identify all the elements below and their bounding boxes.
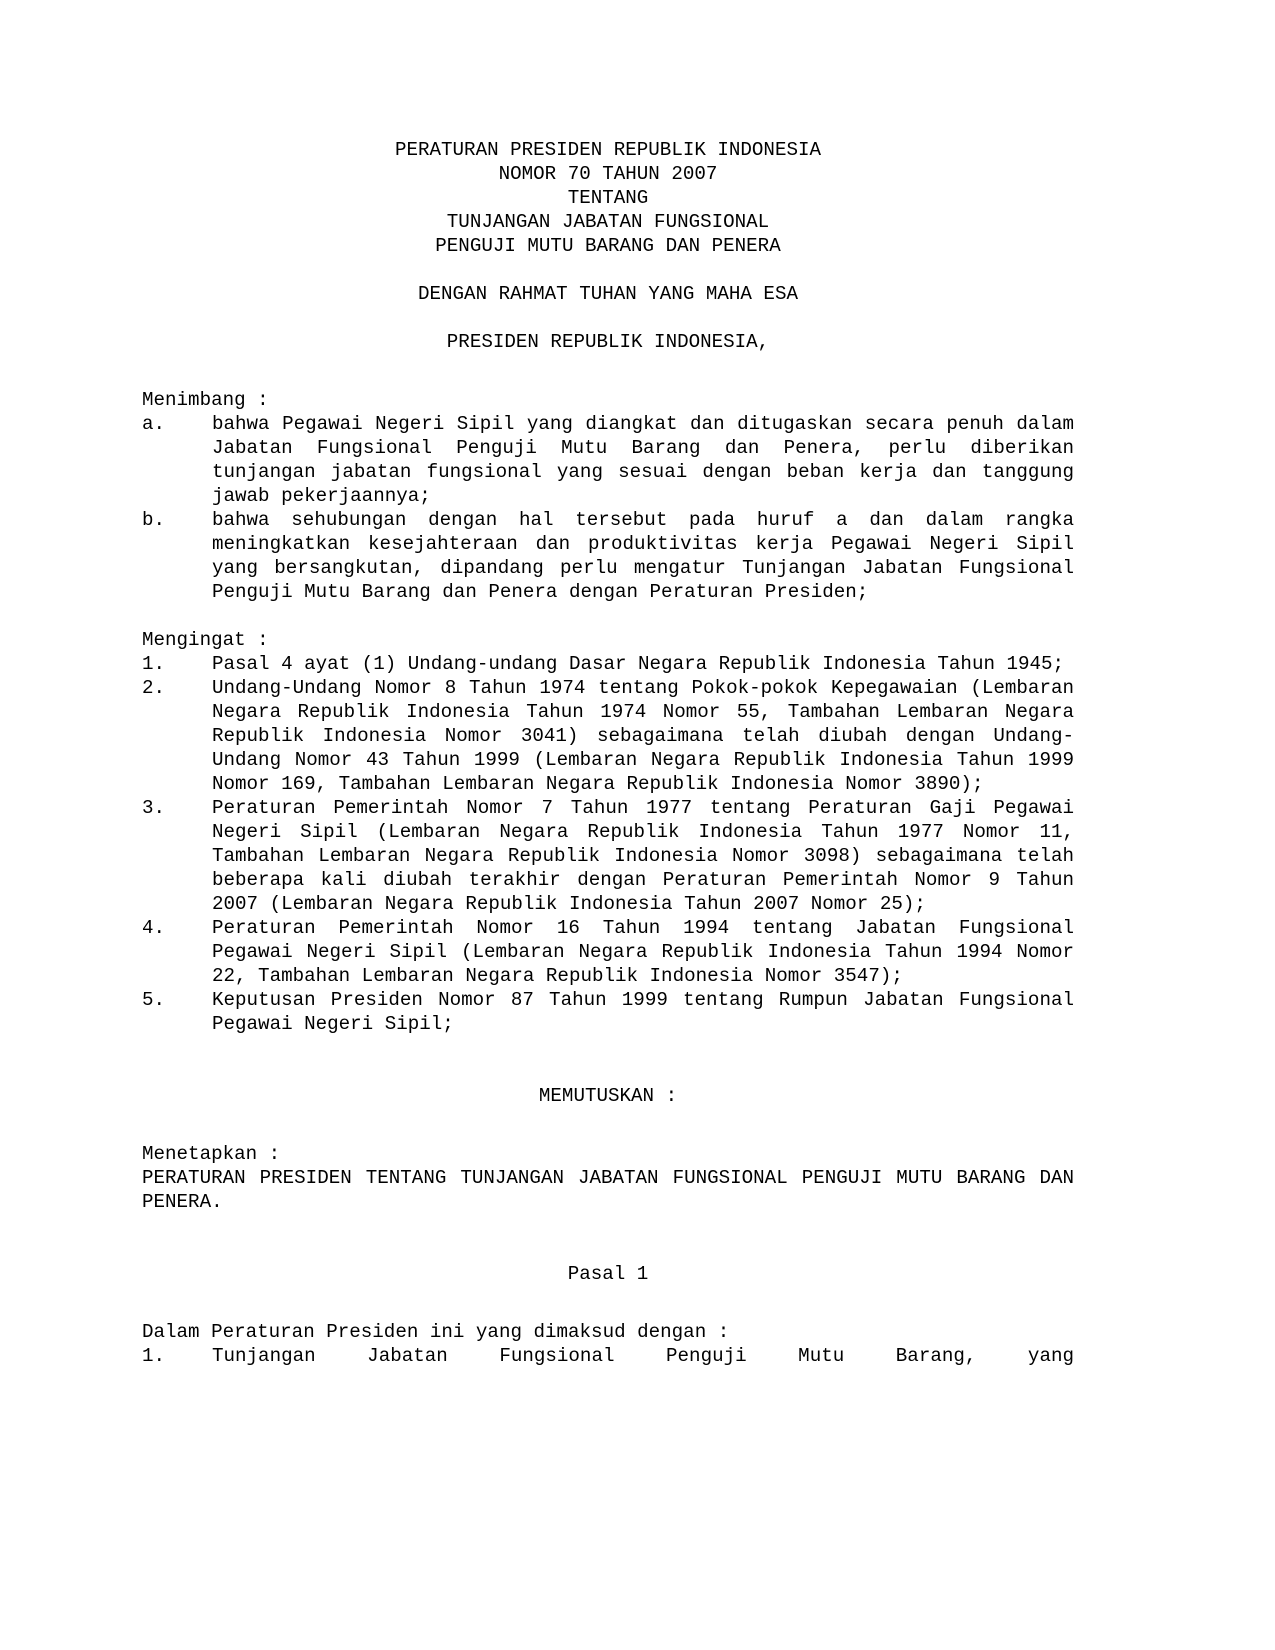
- list-item-text: Keputusan Presiden Nomor 87 Tahun 1999 tentang Rumpun Jabatan Fungsional Pegawai Negeri Sipil;: [212, 989, 1074, 1035]
- list-item-text: bahwa sehubungan dengan hal tersebut pada huruf a dan dalam rangka meningkatkan kesejahteraan dan produktivitas kerja Pegawai Negeri Sipil yang bersangkutan, dipandang perlu mengatur Tunjangan Jabatan Fungsional Penguji Mutu Barang dan Penera dengan Peraturan Presiden;: [212, 509, 1074, 603]
- list-item: [142, 508, 1074, 604]
- list-item-text: Peraturan Pemerintah Nomor 7 Tahun 1977 tentang Peraturan Gaji Pegawai Negeri Sipil (Lembaran Negara Republik Indonesia Tahun 1977 Nomor 11, Tambahan Lembaran Negara Republik Indonesia Nomor 3098) sebagaimana telah beberapa kali diubah terakhir dengan Peraturan Pemerintah Nomor 9 Tahun 2007 (Lembaran Negara Republik Indonesia Tahun 2007 Nomor 25);: [212, 797, 1074, 915]
- title-line-1: PERATURAN PRESIDEN REPUBLIK INDONESIA: [394, 139, 822, 161]
- spacer-before-recalling: [142, 604, 1074, 628]
- list-marker: 2.: [142, 677, 166, 699]
- considering-label: Menimbang :: [142, 389, 269, 411]
- stipulating-label: Menetapkan :: [142, 1143, 281, 1165]
- considering-list: [142, 412, 1074, 604]
- list-item-text: Undang-Undang Nomor 8 Tahun 1974 tentang Pokok-pokok Kepegawaian (Lembaran Negara Republik Indonesia Tahun 1974 Nomor 55, Tambahan Lembaran Negara Republik Indonesia Nomor 3041) sebagaimana telah diubah dengan Undang-Undang Nomor 43 Tahun 1999 (Lembaran Negara Republik Indonesia Tahun 1999 Nomor 169, Tambahan Lembaran Negara Republik Indonesia Nomor 3890);: [212, 677, 1074, 795]
- list-item: [142, 412, 1074, 508]
- list-item: [142, 1344, 1074, 1368]
- list-marker: 5.: [142, 989, 166, 1011]
- list-item: [142, 652, 1074, 676]
- stipulating-text: PERATURAN PRESIDEN TENTANG TUNJANGAN JABATAN FUNGSIONAL PENGUJI MUTU BARANG DAN PENERA.: [142, 1167, 1074, 1213]
- spacer-before-considering: [142, 354, 1074, 388]
- recalling-label: Mengingat :: [142, 629, 269, 651]
- list-item-text: Tunjangan Jabatan Fungsional Penguji Mutu Barang, yang: [212, 1345, 1074, 1367]
- list-marker: 3.: [142, 797, 166, 819]
- list-item: [142, 988, 1074, 1036]
- list-item: [142, 796, 1074, 916]
- list-marker: b.: [142, 509, 166, 531]
- spacer-after-blessing: [142, 306, 1074, 330]
- list-item-text: Pasal 4 ayat (1) Undang-undang Dasar Negara Republik Indonesia Tahun 1945;: [212, 653, 1065, 675]
- spacer-before-decides: [142, 1036, 1074, 1084]
- article-list: [142, 1344, 1074, 1368]
- decides-heading: MEMUTUSKAN :: [538, 1085, 678, 1107]
- title-line-4: TUNJANGAN JABATAN FUNGSIONAL: [446, 211, 770, 233]
- list-item: [142, 916, 1074, 988]
- article-heading: Pasal 1: [567, 1263, 649, 1285]
- spacer-before-article: [142, 1214, 1074, 1262]
- list-item: [142, 676, 1074, 796]
- authority-line: PRESIDEN REPUBLIK INDONESIA,: [446, 331, 770, 353]
- spacer-after-article-heading: [142, 1286, 1074, 1320]
- document-content: [142, 138, 1074, 1368]
- list-marker: 1.: [142, 653, 166, 675]
- recalling-list: [142, 652, 1074, 1036]
- blessing-line: DENGAN RAHMAT TUHAN YANG MAHA ESA: [418, 283, 798, 305]
- list-marker: 1.: [142, 1345, 166, 1367]
- list-marker: a.: [142, 413, 166, 435]
- list-item-text: Peraturan Pemerintah Nomor 16 Tahun 1994 tentang Jabatan Fungsional Pegawai Negeri Sipil (Lembaran Negara Republik Indonesia Tahun 1994 Nomor 22, Tambahan Lembaran Negara Republik Indonesia Nomor 3547);: [212, 917, 1074, 987]
- list-item-text: bahwa Pegawai Negeri Sipil yang diangkat dan ditugaskan secara penuh dalam Jabatan Fungsional Penguji Mutu Barang dan Penera, perlu diberikan tunjangan jabatan fungsional yang sesuai dengan beban kerja dan tanggung jawab pekerjaannya;: [212, 413, 1074, 507]
- title-block: [142, 138, 1074, 258]
- title-line-2: NOMOR 70 TAHUN 2007: [498, 163, 718, 185]
- title-line-3: TENTANG: [567, 187, 649, 209]
- article-lead-in: Dalam Peraturan Presiden ini yang dimaksud dengan :: [142, 1321, 730, 1343]
- title-line-5: PENGUJI MUTU BARANG DAN PENERA: [435, 235, 781, 257]
- spacer-after-title: [142, 258, 1074, 282]
- spacer-after-decides: [142, 1108, 1074, 1142]
- list-marker: 4.: [142, 917, 166, 939]
